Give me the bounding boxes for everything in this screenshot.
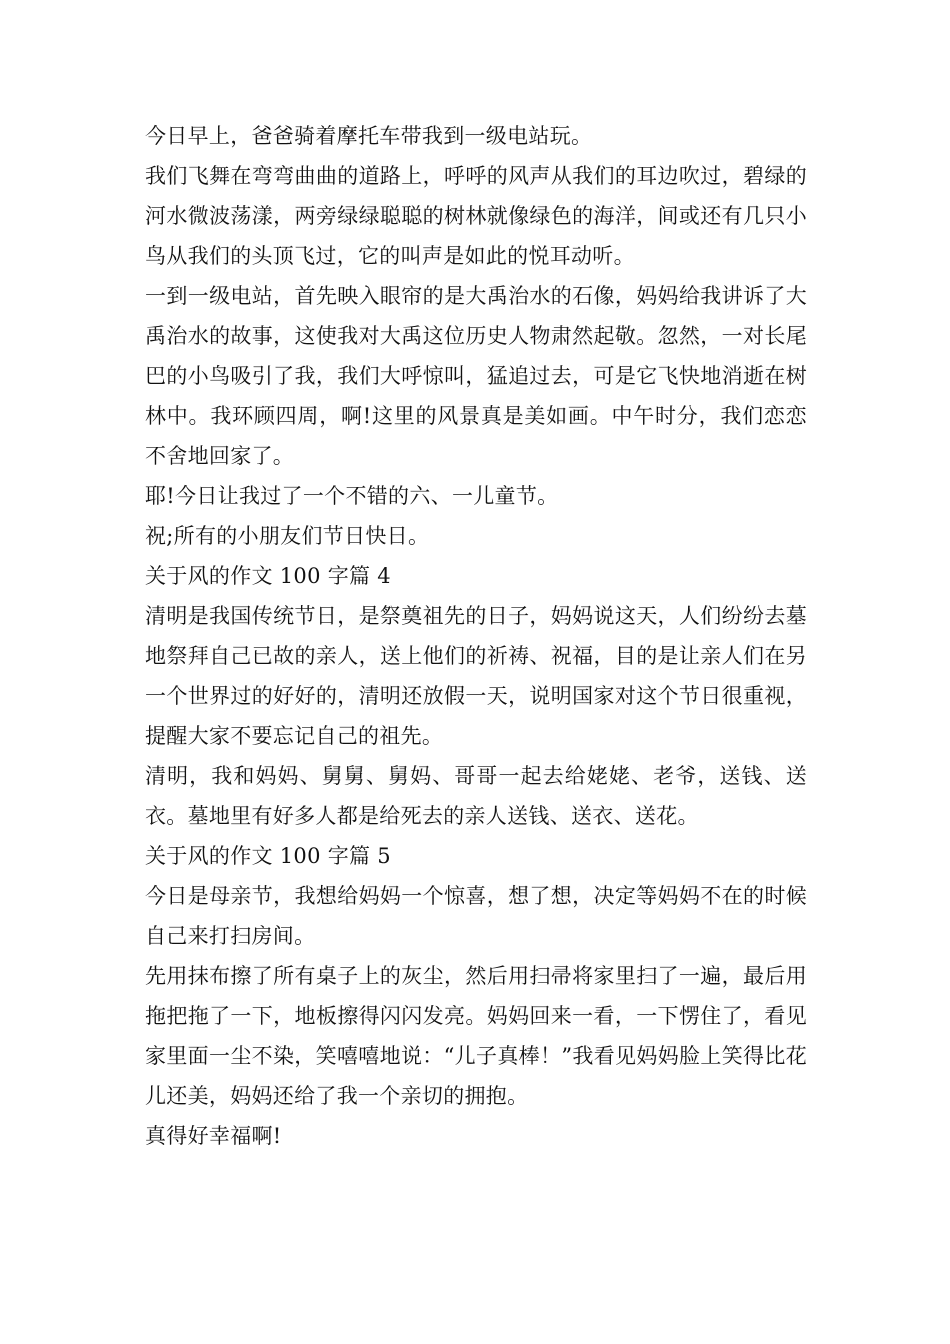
document-body [145,116,807,1156]
paragraph: 清明，我和妈妈、舅舅、舅妈、哥哥一起去给姥姥、老爷，送钱、送衣。墓地里有好多人都是给死去的亲人送钱、送衣、送花。 [145,764,807,828]
section-heading: 关于风的作文 100 字篇 5 [145,844,391,868]
section-heading: 关于风的作文 100 字篇 4 [145,564,391,588]
paragraph: 我们飞舞在弯弯曲曲的道路上，呼呼的风声从我们的耳边吹过，碧绿的河水微波荡漾，两旁绿绿聪聪的树林就像绿色的海洋，间或还有几只小鸟从我们的头顶飞过，它的叫声是如此的悦耳动听。 [145,164,807,268]
paragraph: 耶!今日让我过了一个不错的六、一儿童节。 [145,484,559,508]
paragraph: 今日早上，爸爸骑着摩托车带我到一级电站玩。 [145,124,593,148]
paragraph: 清明是我国传统节日，是祭奠祖先的日子，妈妈说这天，人们纷纷去墓地祭拜自己已故的亲人，送上他们的祈祷、祝福，目的是让亲人们在另一个世界过的好好的，清明还放假一天，说明国家对这个节日很重视，提醒大家不要忘记自己的祖先。 [145,604,807,748]
paragraph: 先用抹布擦了所有桌子上的灰尘，然后用扫帚将家里扫了一遍，最后用拖把拖了一下，地板擦得闪闪发亮。妈妈回来一看，一下愣住了，看见家里面一尘不染，笑嘻嘻地说：“儿子真棒！”我看见妈妈脸上笑得比花儿还美，妈妈还给了我一个亲切的拥抱。 [145,964,807,1108]
paragraph: 今日是母亲节，我想给妈妈一个惊喜，想了想，决定等妈妈不在的时候自己来打扫房间。 [145,884,807,948]
paragraph: 祝;所有的小朋友们节日快日。 [145,524,430,548]
paragraph: 一到一级电站，首先映入眼帘的是大禹治水的石像，妈妈给我讲诉了大禹治水的故事，这使我对大禹这位历史人物肃然起敬。忽然，一对长尾巴的小鸟吸引了我，我们大呼惊叫，猛追过去，可是它飞快地消逝在树林中。我环顾四周，啊!这里的风景真是美如画。中午时分，我们恋恋不舍地回家了。 [145,284,807,468]
paragraph: 真得好幸福啊! [145,1124,282,1148]
